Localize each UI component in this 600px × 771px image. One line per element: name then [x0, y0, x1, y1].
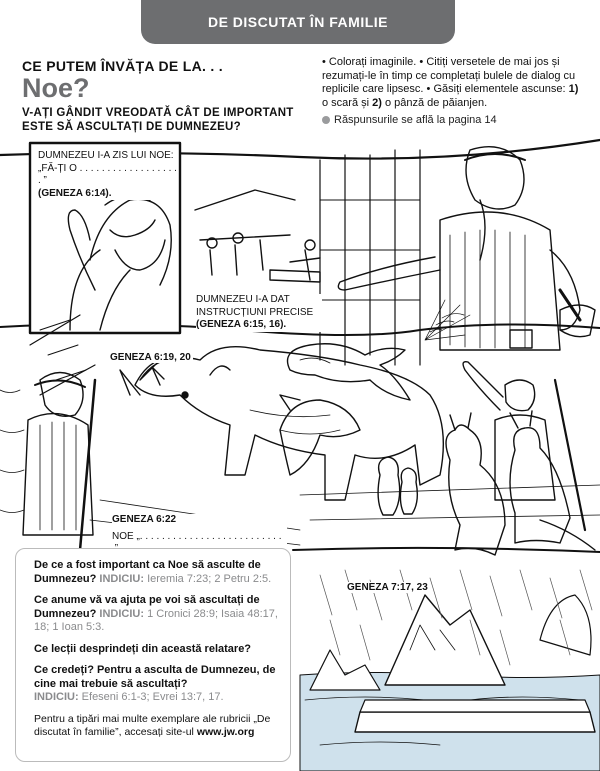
caption-genesis-6-15	[196, 294, 322, 332]
question-1	[34, 559, 280, 586]
question-4-hint: Efeseni 6:1-3; Evrei 13:7, 17.	[81, 691, 224, 703]
caption-2-line1: DUMNEZEU I-A DAT	[196, 294, 290, 305]
section-title: DE DISCUTAT ÎN FAMILIE	[207, 14, 389, 30]
question-3	[34, 643, 280, 657]
question-2	[34, 594, 280, 635]
section-header-tab	[141, 0, 455, 44]
caption-4-ref: GENEZA 6:22	[112, 514, 177, 525]
find-item-2-num: 2)	[372, 96, 382, 109]
print-footer	[34, 713, 280, 739]
caption-genesis-7-17: GENEZA 7:17, 23	[347, 582, 428, 593]
question-1-text: De ce a fost important ca Noe să asculte de Dumnezeu?	[34, 559, 261, 585]
caption-1-line1: DUMNEZEU I-A ZIS LUI NOE:	[38, 150, 174, 161]
question-1-hint-label: INDICIU:	[99, 572, 145, 585]
question-2-text: Ce anume vă va ajuta pe voi să ascultați de Dumnezeu?	[34, 594, 260, 620]
caption-genesis-6-14	[38, 150, 178, 200]
instructions-text: • Colorați imaginile. • Citiți versetele de mai jos și rezumați-le în timp ce completați bulele de dialog cu replicile care lipsesc. • Găsiți elementele ascunse: 1) o scară și 2) o pânză de păianjen.	[322, 56, 579, 109]
answers-text: Răspunsurile se află la pagina 14	[334, 114, 497, 126]
question-4-text: Ce credeți? Pentru a asculta de Dumnezeu, de cine mai trebuie să ascultați?	[34, 664, 276, 690]
caption-1-ref: (GENEZA 6:14).	[38, 187, 112, 199]
footer-text: Pentru a tipări mai multe exemplare ale rubricii „De discutat în familie”, accesați site-ul	[34, 712, 271, 738]
question-2-hint: 1 Cronici 28:9; Isaia 48:17, 18; 1 Ioan 5:3.	[34, 607, 278, 633]
question-4-hint-label: INDICIU:	[34, 691, 79, 703]
intro-block	[22, 58, 312, 134]
find-item-1: o scară și	[322, 96, 370, 109]
discussion-questions-box	[15, 548, 291, 762]
instructions-block	[322, 56, 584, 128]
caption-4-blank: NOE „. . . . . . . . . . . . . . . . . . . . . . . . . .	[112, 530, 282, 542]
intro-title: Noe?	[22, 73, 90, 103]
bullet-dot-icon	[322, 116, 330, 124]
find-item-2: o pânză de păianjen.	[384, 96, 488, 109]
instruction-color: Colorați imaginile.	[328, 56, 417, 68]
caption-1-blank: „FĂ-ȚI O . . . . . . . . . . . . . . . . . . . ”	[38, 162, 177, 186]
question-2-hint-label: INDICIU:	[99, 607, 145, 620]
answers-note	[322, 114, 584, 128]
intro-question: V-AȚI GÂNDIT VREODATĂ CÂT DE IMPORTANT ESTE SĂ ASCULTAȚI DE DUMNEZEU?	[22, 107, 294, 133]
question-3-text: Ce lecții desprindeți din această relatare?	[34, 642, 252, 655]
question-1-hint: Ieremia 7:23; 2 Petru 2:5.	[147, 572, 272, 585]
intro-kicker: CE PUTEM ÎNVĂȚA DE LA. . .	[22, 58, 223, 74]
question-4	[34, 664, 280, 705]
caption-2-line2: INSTRUCȚIUNI PRECISE	[196, 306, 314, 318]
caption-genesis-6-19: GENEZA 6:19, 20	[110, 352, 191, 363]
find-item-1-num: 1)	[568, 83, 579, 95]
instruction-find: Găsiți elementele ascunse:	[433, 83, 566, 95]
footer-site-link[interactable]: www.jw.org	[196, 725, 255, 738]
caption-2-ref: (GENEZA 6:15, 16).	[196, 319, 287, 330]
instruction-read: Citiți versetele de mai jos și rezumați-le în timp ce completați bulele de dialog cu replicile care lipsesc.	[322, 56, 576, 95]
